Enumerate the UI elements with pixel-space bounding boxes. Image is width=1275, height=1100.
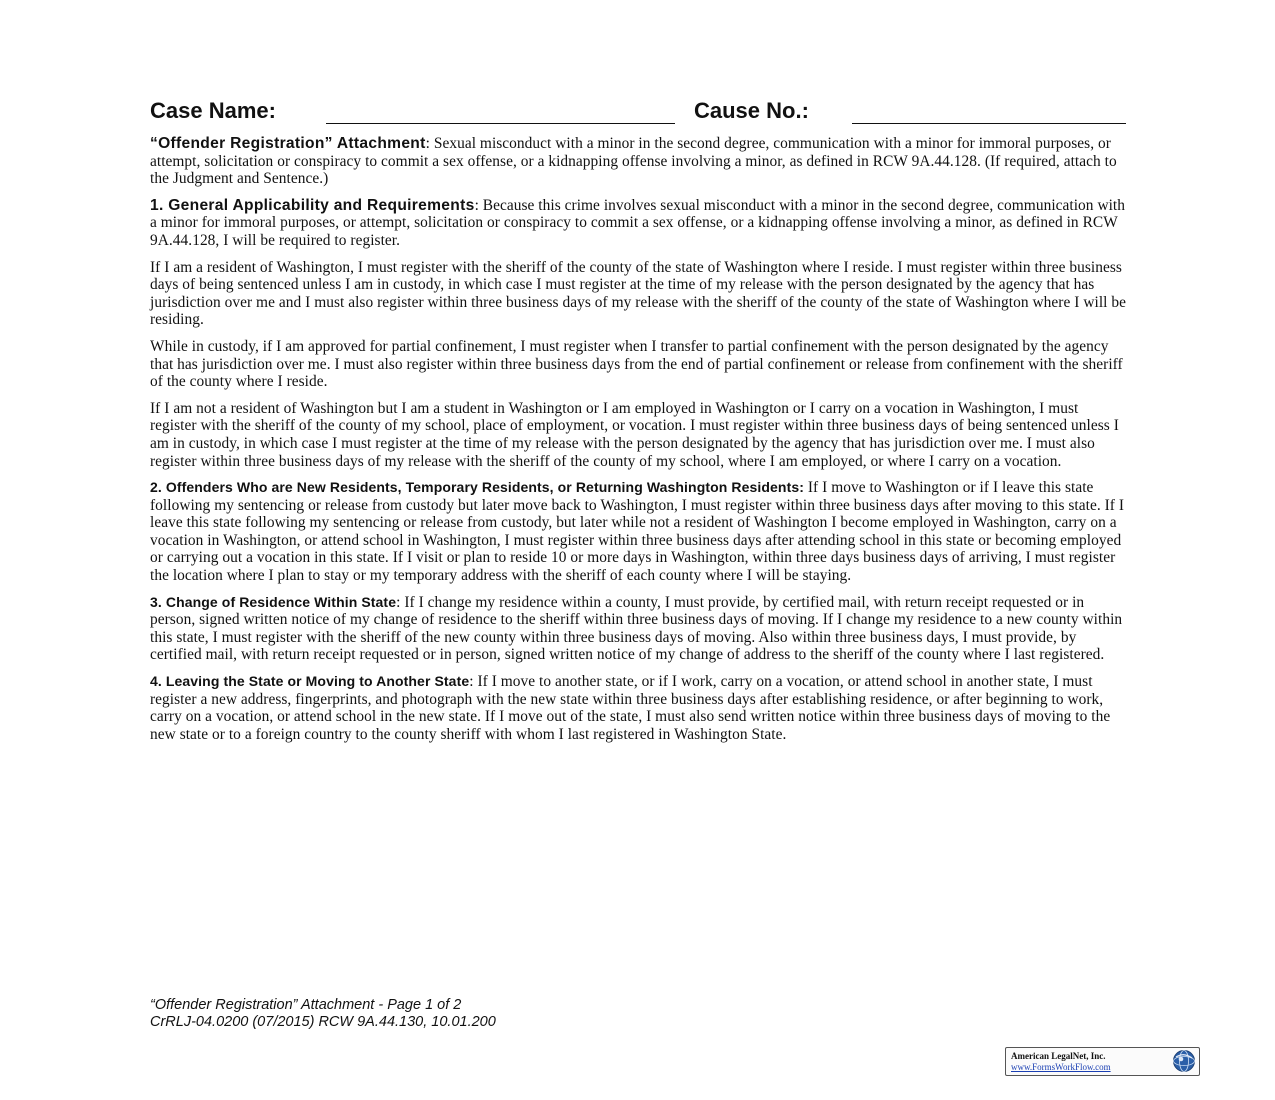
section1-custody-paragraph: While in custody, if I am approved for partial confinement, I must register when I transfer to partial confinement with the person designated by the agency that has jurisdiction over me. I must also register within three business days from the end of partial confinement or release from confinement with the sheriff of the county where I reside. xyxy=(150,337,1123,391)
logo-website-link[interactable]: www.FormsWorkFlow.com xyxy=(1011,1062,1111,1072)
section3-text: : If I change my residence within a county, I must provide, by certified mail, with return receipt requested or in person, signed written notice of my change of residence to the sheriff within three business days of moving. If I change my residence to a new county within this state, I must register with the sheriff of the new county within three business days of moving. Also within three business days, I must provide, by certified mail, with return receipt requested or in person, signed written notice of my change of address to the sheriff of the county where I last registered. xyxy=(150,593,1123,664)
section4-text: : If I move to another state, or if I work, carry on a vocation, or attend school in another state, I must register a new address, fingerprints, and photograph with the new state within three business days after establishing residence, or after beginning to work, carry on a vocation, or attend school in the new state. If I move out of the state, I must also send written notice within three business days of moving to the new state or to a foreign country to the county sheriff with whom I last registered in Washington State. xyxy=(150,673,1111,743)
intro-heading: “Offender Registration” Attachment xyxy=(150,135,426,152)
section1-heading: 1. General Applicability and Requirements xyxy=(150,196,475,214)
footer-form-code: CrRLJ-04.0200 (07/2015) RCW 9A.44.130, 10.01.200 xyxy=(150,1013,496,1030)
intro-paragraph xyxy=(150,135,1126,188)
section1-resident-paragraph: If I am a resident of Washington, I must register with the sheriff of the county of the state of Washington where I reside. I must register within three business days of being sentenced unless I am in custody, in which case I must register at the time of my release with the person designated by the agency that has jurisdiction over me and I must also register within three business days of my release with the sheriff of the county of the state of Washington where I will be residing. xyxy=(150,258,1126,329)
page-footer xyxy=(150,997,496,1030)
section2-paragraph xyxy=(150,479,1126,585)
cause-no-label: Cause No.: xyxy=(694,98,809,123)
case-name-label: Case Name: xyxy=(150,98,276,123)
section3-heading: 3. Change of Residence Within State xyxy=(150,593,397,610)
case-header xyxy=(150,98,1126,128)
cause-no-line xyxy=(852,123,1126,124)
section3-paragraph xyxy=(150,594,1126,664)
document-page xyxy=(150,98,1126,752)
section4-heading: 4. Leaving the State or Moving to Another State xyxy=(150,673,470,690)
case-name-line xyxy=(326,123,675,124)
section2-heading: 2. Offenders Who are New Residents, Temporary Residents, or Returning Washington Residents: xyxy=(150,479,804,496)
globe-icon xyxy=(1172,1049,1196,1073)
section1-text: : Because this crime involves sexual misconduct with a minor in the second degree, communication with a minor for immoral purposes, or attempt, solicitation or conspiracy to commit a sex offense, or a kidnapping offense involving a minor, as defined in RCW 9A.44.128, I will be required to register. xyxy=(150,196,1126,249)
footer-page-label: “Offender Registration” Attachment - Page 1 of 2 xyxy=(150,997,462,1013)
logo-company-name: American LegalNet, Inc. xyxy=(1011,1051,1106,1061)
section1-nonresident-paragraph: If I am not a resident of Washington but I am a student in Washington or I am employed in Washington or I carry on a vocation in Washington, I must register with the sheriff of the county of my school, place of employment, or vocation. I must register within three business days of being sentenced unless I am in custody, in which case I must register at the time of my release with the person designated by the agency that has jurisdiction over me. I must also register within three business days of my release with the sheriff of the county of my school, where I am employed, or where I carry on a vocation. xyxy=(150,399,1119,470)
section2-text: If I move to Washington or if I leave this state following my sentencing or release from custody but later move back to Washington, I must register within three business days after moving to this state. If I leave this state following my sentencing or release from custody, but later while not a resident of Washington I become employed in Washington, carry on a vocation in Washington, or attend school in Washington, I must register within three business days after attending school in this state or becoming employed or carrying out a vocation in this state. If I visit or plan to reside 10 or more days in Washington, within three days business days of arriving, I must register the location where I plan to stay or my temporary address with the sheriff of each county where I will be staying. xyxy=(150,479,1125,585)
intro-text: : Sexual misconduct with a minor in the second degree, communication with a minor for immoral purposes, or attempt, solicitation or conspiracy to commit a sex offense, or a kidnapping offense involving a minor, as defined in RCW 9A.44.128. (If required, attach to the Judgment and Sentence.) xyxy=(150,135,1117,188)
section1-paragraph xyxy=(150,197,1126,250)
americanlegalnet-logo[interactable] xyxy=(1005,1047,1200,1076)
section4-paragraph xyxy=(150,673,1126,743)
